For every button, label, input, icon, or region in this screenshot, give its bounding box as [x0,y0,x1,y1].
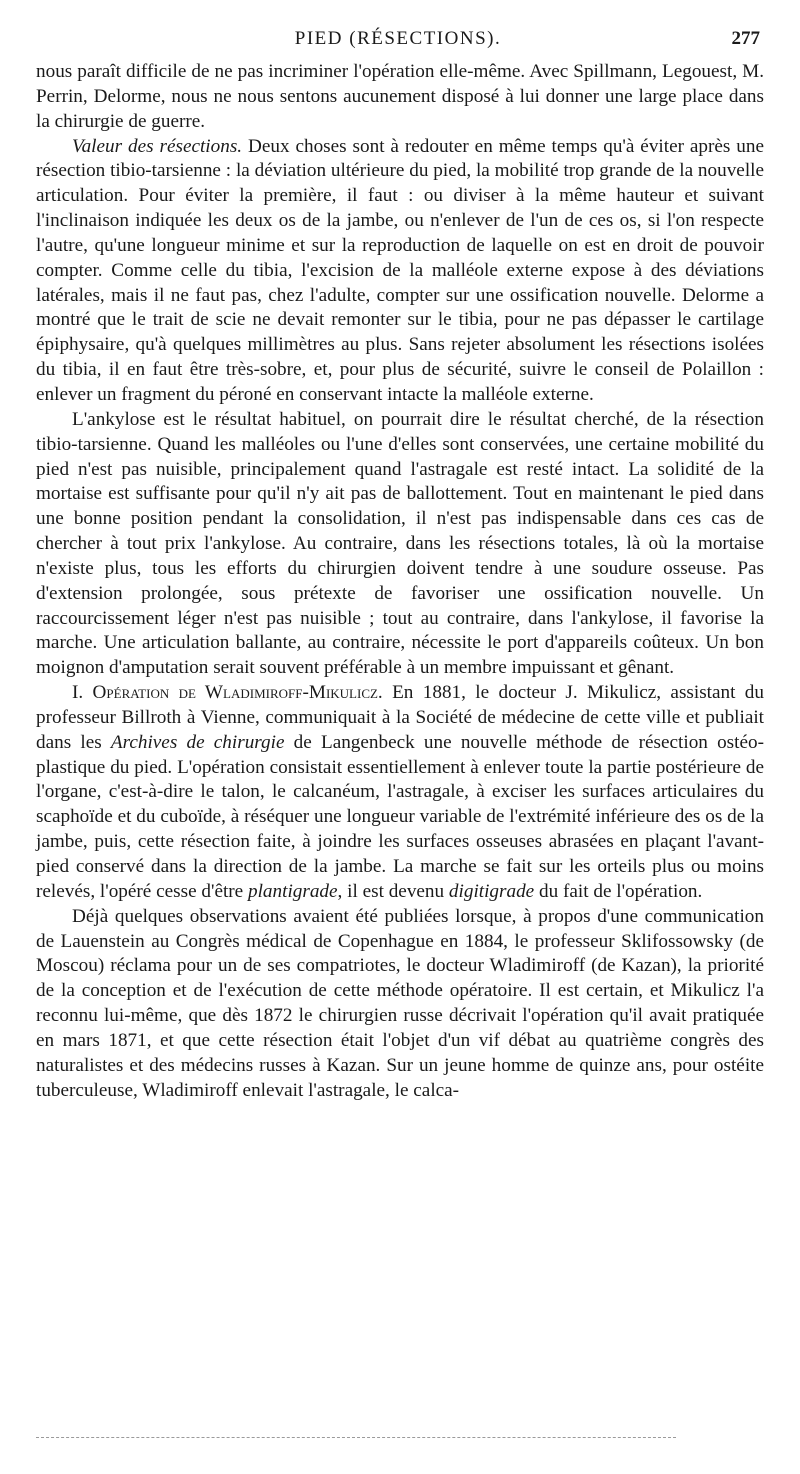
paragraph-2 [36,135,764,408]
paragraph-5: Déjà quelques observations avaient été publiées lorsque, à propos d'une communication de Lauenstein au Congrès médical de Copenhague en 1884, le professeur Sklifossowsky (de Moscou) réclama pour un de ses compatriotes, le docteur Wladimiroff (de Kazan), la priorité de la conception et de l'exécution de cette méthode opératoire. Il est certain, et Mikulicz l'a reconnu lui-même, que dès 1872 le chirurgien russe décrivait l'opération qu'il avait pratiquée en mars 1871, et que cette résection était l'objet d'un vif débat au quatrième congrès des naturalistes et des médecins russes à Kazan. Sur un jeune homme de quinze ans, pour ostéite tuberculeuse, Wladimiroff enlevait l'astragale, le calca- [36,905,764,1101]
page-number: 277 [731,28,760,49]
paragraph-4-text-b: de Langenbeck une nouvelle méthode de résection ostéo-plastique du pied. L'opération consistait essentiellement à enlever toute la partie postérieure de l'organe, c'est-à-dire le talon, le calcanéum, l'astragale, à exciser les surfaces articulaires du scaphoïde et du cuboïde, à réséquer une longueur variable de l'extrémité inférieure des os de la jambe, puis, cette résection faite, à joindre les surfaces osseuses abrasées en plaçant l'avant-pied conservé dans la direction de la jambe. La marche se fait sur les orteils plus ou moins relevés, l'opéré cesse d'être [36,731,764,902]
page-header [36,28,760,58]
section-title-valeur: Valeur des résections. [72,135,243,157]
paragraph-4 [36,681,764,905]
section-heading-operation: I. Opération de Wladimiroff-Mikulicz. [72,682,383,704]
paragraph-4-text-d: du fait de l'opération. [534,880,703,902]
journal-title: Archives de chirurgie [110,731,285,753]
paragraph-4-text-a: En 1881, le docteur J. Mikulicz, assistant du professeur Billroth à Vienne, communiquait à la Société de médecine de cette ville et publiait dans les [36,682,764,753]
term-plantigrade: plantigrade [248,880,338,902]
paragraph-3: L'ankylose est le résultat habituel, on pourrait dire le résultat cherché, de la résection tibio-tarsienne. Quand les malléoles ou l'une d'elles sont conservées, une certaine mobilité du pied n'est pas nuisible, principalement quand l'astragale est resté intact. La solidité de la mortaise est suffisante pour qu'il n'y ait pas de ballottement. Tout en maintenant le pied dans une bonne position pendant la consolidation, il n'est pas indispensable dans ces cas de chercher à tout prix l'ankylose. Au contraire, dans les résections totales, là où la mortaise n'existe plus, tous les efforts du chirurgien doivent tendre à une soudure osseuse. Pas d'extension prolongée, sous prétexte de favoriser une ossification nouvelle. Un raccourcissement léger n'est pas nuisible ; tout au contraire, dans l'ankylose, il favorise la marche. Une articulation ballante, au contraire, nécessite le port d'appareils coûteux. Un bon moignon d'amputation serait souvent préférable à un membre impuissant et gênant. [36,408,764,679]
paragraph-2-text: Deux choses sont à redouter en même temps qu'à éviter après une résection tibio-tarsienne : la déviation ultérieure du pied, la mobilité trop grande de la nouvelle articulation. Pour éviter la première, il faut : ou diviser à la même hauteur et suivant l'inclinaison indiquée les deux os de la jambe, ou n'enlever de l'un de ces os, si l'on respecte l'autre, qu'une longueur minime et sur la reproduction de laquelle on est en droit de pouvoir compter. Comme celle du tibia, l'excision de la malléole externe expose à des déviations latérales, mais il ne faut pas, chez l'adulte, compter sur une ossification nouvelle. Delorme a montré que le trait de scie ne devait remonter sur le tibia, pour ne pas dépasser le cartilage épiphysaire, qu'à quelques millimètres au plus. Sans rejeter absolument les résections isolées du tibia, il en faut être très-sobre, et, pour plus de sécurité, suivre le conseil de Polaillon : enlever un fragment du péroné en conservant intacte la malléole externe. [36,135,764,405]
bottom-scan-rule [36,1437,676,1438]
paragraph-1: nous paraît difficile de ne pas incriminer l'opération elle-même. Avec Spillmann, Legouest, M. Perrin, Delorme, nous ne nous sentons aucunement disposé à lui donner une large place dans la chirurgie de guerre. [36,61,764,132]
running-title: PIED (RÉSECTIONS). [294,28,502,49]
paragraph-4-text-c: , il est devenu [337,880,449,902]
term-digitigrade: digitigrade [448,880,535,902]
body-text [36,60,764,1103]
